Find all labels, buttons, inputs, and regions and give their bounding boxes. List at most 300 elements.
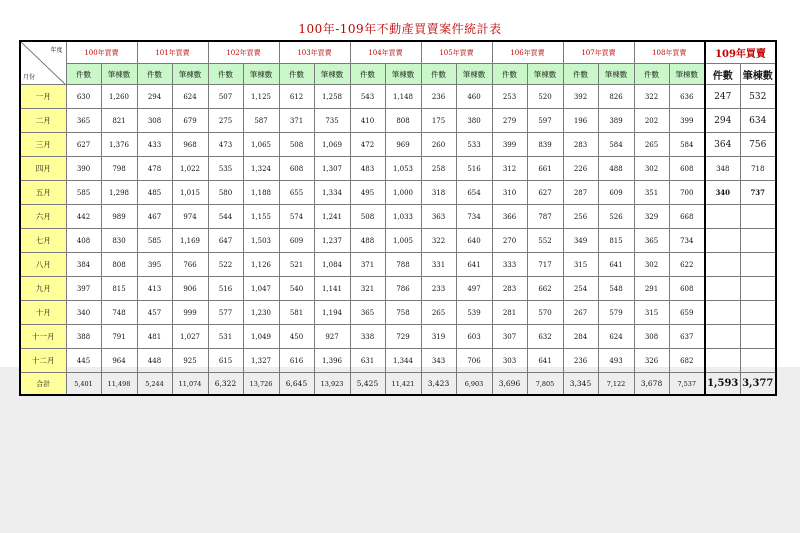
buildings-column-header: 筆棟數 xyxy=(101,64,137,85)
data-cell: 587 xyxy=(243,109,279,133)
cases-column-header: 件數 xyxy=(563,64,598,85)
data-cell: 371 xyxy=(279,109,314,133)
total-cell: 3,678 xyxy=(634,373,669,396)
total-cell: 13,726 xyxy=(243,373,279,396)
data-cell: 1,260 xyxy=(101,85,137,109)
data-cell: 787 xyxy=(527,205,563,229)
data-cell: 641 xyxy=(456,253,492,277)
data-cell: 1,169 xyxy=(172,229,208,253)
page-title: 100年-109年不動產買賣案件統計表 xyxy=(298,22,502,36)
data-cell: 577 xyxy=(208,301,243,325)
data-cell: 735 xyxy=(314,109,350,133)
data-cell: 815 xyxy=(101,277,137,301)
data-cell: 256 xyxy=(563,205,598,229)
data-cell: 366 xyxy=(492,205,527,229)
data-cell: 450 xyxy=(279,325,314,349)
data-cell: 1,065 xyxy=(243,133,279,157)
data-cell: 397 xyxy=(66,277,101,301)
data-cell: 531 xyxy=(208,325,243,349)
data-cell: 1,126 xyxy=(243,253,279,277)
month-label: 三月 xyxy=(20,133,66,157)
data-cell: 662 xyxy=(527,277,563,301)
data-cell: 291 xyxy=(634,277,669,301)
data-cell: 539 xyxy=(456,301,492,325)
table-row xyxy=(20,85,776,109)
data-cell: 640 xyxy=(456,229,492,253)
month-label: 七月 xyxy=(20,229,66,253)
data-cell: 612 xyxy=(279,85,314,109)
table-row xyxy=(20,325,776,349)
data-cell: 522 xyxy=(208,253,243,277)
data-cell xyxy=(740,301,776,325)
data-cell: 585 xyxy=(137,229,172,253)
buildings-column-header: 筆棟數 xyxy=(740,64,776,85)
data-cell: 294 xyxy=(137,85,172,109)
total-cell: 1,593 xyxy=(705,373,740,396)
data-cell: 1,188 xyxy=(243,181,279,205)
month-label: 四月 xyxy=(20,157,66,181)
data-cell: 312 xyxy=(492,157,527,181)
data-cell: 668 xyxy=(669,205,705,229)
data-cell: 706 xyxy=(456,349,492,373)
data-cell: 413 xyxy=(137,277,172,301)
table-row xyxy=(20,181,776,205)
corner-month-label: 月份 xyxy=(23,74,36,81)
data-cell: 636 xyxy=(669,85,705,109)
data-cell: 1,069 xyxy=(314,133,350,157)
data-cell: 585 xyxy=(66,181,101,205)
data-cell: 641 xyxy=(527,349,563,373)
data-cell: 467 xyxy=(137,205,172,229)
data-cell: 734 xyxy=(456,205,492,229)
total-cell: 3,377 xyxy=(740,373,776,396)
data-cell xyxy=(740,229,776,253)
data-cell: 1,503 xyxy=(243,229,279,253)
data-cell: 659 xyxy=(669,301,705,325)
cases-column-header: 件數 xyxy=(279,64,314,85)
data-cell: 270 xyxy=(492,229,527,253)
data-cell: 481 xyxy=(137,325,172,349)
table-row xyxy=(20,349,776,373)
data-cell: 260 xyxy=(421,133,456,157)
data-cell: 365 xyxy=(634,229,669,253)
data-cell: 322 xyxy=(634,85,669,109)
data-cell: 1,047 xyxy=(243,277,279,301)
data-cell: 766 xyxy=(172,253,208,277)
data-cell: 1,376 xyxy=(101,133,137,157)
data-cell: 543 xyxy=(350,85,385,109)
data-cell: 483 xyxy=(350,157,385,181)
data-cell: 1,327 xyxy=(243,349,279,373)
data-cell: 196 xyxy=(563,109,598,133)
table-row xyxy=(20,157,776,181)
data-cell: 989 xyxy=(101,205,137,229)
data-cell: 729 xyxy=(385,325,421,349)
data-cell: 448 xyxy=(137,349,172,373)
data-cell: 808 xyxy=(101,253,137,277)
data-cell xyxy=(740,349,776,373)
data-cell: 284 xyxy=(563,325,598,349)
data-cell: 1,298 xyxy=(101,181,137,205)
data-cell: 1,022 xyxy=(172,157,208,181)
data-cell: 516 xyxy=(208,277,243,301)
data-cell: 254 xyxy=(563,277,598,301)
data-cell: 1,027 xyxy=(172,325,208,349)
data-cell: 302 xyxy=(634,253,669,277)
data-cell: 1,053 xyxy=(385,157,421,181)
data-cell: 279 xyxy=(492,109,527,133)
data-cell: 637 xyxy=(669,325,705,349)
data-cell: 442 xyxy=(66,205,101,229)
cases-column-header: 件數 xyxy=(421,64,456,85)
total-cell: 5,401 xyxy=(66,373,101,396)
data-cell: 815 xyxy=(598,229,634,253)
corner-header-cell xyxy=(20,41,66,85)
data-cell: 1,049 xyxy=(243,325,279,349)
total-cell: 5,425 xyxy=(350,373,385,396)
data-cell: 488 xyxy=(598,157,634,181)
data-cell: 581 xyxy=(279,301,314,325)
data-cell: 574 xyxy=(279,205,314,229)
data-cell xyxy=(740,205,776,229)
data-cell: 968 xyxy=(172,133,208,157)
data-cell: 1,396 xyxy=(314,349,350,373)
data-cell: 661 xyxy=(527,157,563,181)
table-row xyxy=(20,229,776,253)
cases-column-header: 件數 xyxy=(208,64,243,85)
data-cell: 226 xyxy=(563,157,598,181)
data-cell: 609 xyxy=(598,181,634,205)
cases-column-header: 件數 xyxy=(492,64,527,85)
data-cell: 508 xyxy=(279,133,314,157)
data-cell: 308 xyxy=(137,109,172,133)
data-cell: 758 xyxy=(385,301,421,325)
data-cell: 1,237 xyxy=(314,229,350,253)
data-cell: 321 xyxy=(350,277,385,301)
data-cell: 265 xyxy=(634,133,669,157)
data-cell: 445 xyxy=(66,349,101,373)
data-cell: 641 xyxy=(598,253,634,277)
statistics-table xyxy=(19,40,777,396)
year-header-105: 105年買賣 xyxy=(421,41,492,64)
month-label: 六月 xyxy=(20,205,66,229)
data-cell: 478 xyxy=(137,157,172,181)
data-cell: 283 xyxy=(563,133,598,157)
data-cell: 433 xyxy=(137,133,172,157)
data-cell: 389 xyxy=(598,109,634,133)
data-cell: 608 xyxy=(669,277,705,301)
data-cell: 584 xyxy=(669,133,705,157)
data-cell: 584 xyxy=(598,133,634,157)
data-cell: 319 xyxy=(421,325,456,349)
data-cell: 821 xyxy=(101,109,137,133)
data-cell: 647 xyxy=(208,229,243,253)
total-cell: 6,645 xyxy=(279,373,314,396)
total-cell: 5,244 xyxy=(137,373,172,396)
data-cell: 597 xyxy=(527,109,563,133)
data-cell: 351 xyxy=(634,181,669,205)
year-header-108: 108年買賣 xyxy=(634,41,705,64)
year-header-101: 101年買賣 xyxy=(137,41,208,64)
data-cell: 508 xyxy=(350,205,385,229)
data-cell: 1,141 xyxy=(314,277,350,301)
data-cell: 315 xyxy=(563,253,598,277)
data-cell: 236 xyxy=(563,349,598,373)
data-cell xyxy=(740,277,776,301)
data-cell: 521 xyxy=(279,253,314,277)
data-cell: 627 xyxy=(527,181,563,205)
data-cell: 748 xyxy=(101,301,137,325)
month-label: 九月 xyxy=(20,277,66,301)
buildings-column-header: 筆棟數 xyxy=(243,64,279,85)
data-cell: 624 xyxy=(598,325,634,349)
data-cell: 392 xyxy=(563,85,598,109)
data-cell: 233 xyxy=(421,277,456,301)
data-cell: 310 xyxy=(492,181,527,205)
data-cell: 718 xyxy=(740,157,776,181)
data-cell xyxy=(740,325,776,349)
table-row xyxy=(20,133,776,157)
data-cell: 964 xyxy=(101,349,137,373)
data-cell: 258 xyxy=(421,157,456,181)
data-cell: 603 xyxy=(456,325,492,349)
year-header-100: 100年買賣 xyxy=(66,41,137,64)
data-cell: 532 xyxy=(740,85,776,109)
data-cell: 839 xyxy=(527,133,563,157)
data-cell: 267 xyxy=(563,301,598,325)
data-cell: 615 xyxy=(208,349,243,373)
month-label: 二月 xyxy=(20,109,66,133)
data-cell: 333 xyxy=(492,253,527,277)
data-cell: 497 xyxy=(456,277,492,301)
data-cell: 826 xyxy=(598,85,634,109)
data-cell: 533 xyxy=(456,133,492,157)
year-header-104: 104年買賣 xyxy=(350,41,421,64)
data-cell: 399 xyxy=(669,109,705,133)
data-cell: 634 xyxy=(740,109,776,133)
subheader-row xyxy=(20,64,776,85)
data-cell: 294 xyxy=(705,109,740,133)
data-cell: 1,307 xyxy=(314,157,350,181)
data-cell: 340 xyxy=(705,181,740,205)
data-cell: 507 xyxy=(208,85,243,109)
data-cell: 1,194 xyxy=(314,301,350,325)
data-cell: 247 xyxy=(705,85,740,109)
data-cell: 734 xyxy=(669,229,705,253)
data-cell: 1,241 xyxy=(314,205,350,229)
data-cell: 380 xyxy=(456,109,492,133)
data-cell: 974 xyxy=(172,205,208,229)
data-cell: 1,015 xyxy=(172,181,208,205)
data-cell: 1,084 xyxy=(314,253,350,277)
data-cell: 830 xyxy=(101,229,137,253)
data-cell: 655 xyxy=(279,181,314,205)
total-cell: 6,903 xyxy=(456,373,492,396)
data-cell: 493 xyxy=(598,349,634,373)
data-cell: 281 xyxy=(492,301,527,325)
total-cell: 3,423 xyxy=(421,373,456,396)
buildings-column-header: 筆棟數 xyxy=(314,64,350,85)
data-cell: 969 xyxy=(385,133,421,157)
data-cell: 315 xyxy=(634,301,669,325)
data-cell: 526 xyxy=(598,205,634,229)
data-cell: 343 xyxy=(421,349,456,373)
data-cell xyxy=(705,253,740,277)
data-cell xyxy=(705,229,740,253)
data-cell: 318 xyxy=(421,181,456,205)
data-cell: 253 xyxy=(492,85,527,109)
data-cell: 408 xyxy=(66,229,101,253)
data-cell: 331 xyxy=(421,253,456,277)
data-cell: 788 xyxy=(385,253,421,277)
data-cell: 236 xyxy=(421,85,456,109)
data-cell: 363 xyxy=(421,205,456,229)
data-cell: 808 xyxy=(385,109,421,133)
total-cell: 3,345 xyxy=(563,373,598,396)
data-cell: 384 xyxy=(66,253,101,277)
data-cell: 495 xyxy=(350,181,385,205)
data-cell: 756 xyxy=(740,133,776,157)
data-cell: 1,258 xyxy=(314,85,350,109)
data-cell: 399 xyxy=(492,133,527,157)
data-cell: 265 xyxy=(421,301,456,325)
data-cell: 791 xyxy=(101,325,137,349)
data-cell: 535 xyxy=(208,157,243,181)
total-label: 合計 xyxy=(20,373,66,396)
data-cell: 390 xyxy=(66,157,101,181)
data-cell: 552 xyxy=(527,229,563,253)
data-cell: 287 xyxy=(563,181,598,205)
data-cell: 364 xyxy=(705,133,740,157)
data-cell: 1,344 xyxy=(385,349,421,373)
data-cell: 322 xyxy=(421,229,456,253)
data-cell: 485 xyxy=(137,181,172,205)
total-row xyxy=(20,373,776,396)
data-cell: 631 xyxy=(350,349,385,373)
data-cell: 349 xyxy=(563,229,598,253)
data-cell: 1,324 xyxy=(243,157,279,181)
data-cell: 927 xyxy=(314,325,350,349)
table-row xyxy=(20,109,776,133)
data-cell: 682 xyxy=(669,349,705,373)
data-cell: 540 xyxy=(279,277,314,301)
month-label: 十二月 xyxy=(20,349,66,373)
data-cell: 624 xyxy=(172,85,208,109)
data-cell: 1,334 xyxy=(314,181,350,205)
corner-year-label: 年度 xyxy=(50,47,63,54)
data-cell: 410 xyxy=(350,109,385,133)
month-label: 五月 xyxy=(20,181,66,205)
year-header-102: 102年買賣 xyxy=(208,41,279,64)
data-cell: 283 xyxy=(492,277,527,301)
data-cell: 348 xyxy=(705,157,740,181)
data-cell: 1,125 xyxy=(243,85,279,109)
cases-column-header: 件數 xyxy=(634,64,669,85)
year-header-106: 106年買賣 xyxy=(492,41,563,64)
data-cell: 202 xyxy=(634,109,669,133)
buildings-column-header: 筆棟數 xyxy=(669,64,705,85)
data-cell: 632 xyxy=(527,325,563,349)
total-cell: 3,696 xyxy=(492,373,527,396)
data-cell: 1,005 xyxy=(385,229,421,253)
data-cell: 700 xyxy=(669,181,705,205)
data-cell xyxy=(705,277,740,301)
total-cell: 6,322 xyxy=(208,373,243,396)
total-cell: 7,122 xyxy=(598,373,634,396)
data-cell xyxy=(705,205,740,229)
data-cell: 371 xyxy=(350,253,385,277)
data-cell: 275 xyxy=(208,109,243,133)
table-row xyxy=(20,301,776,325)
data-cell: 308 xyxy=(634,325,669,349)
buildings-column-header: 筆棟數 xyxy=(527,64,563,85)
data-cell: 737 xyxy=(740,181,776,205)
cases-column-header: 件數 xyxy=(350,64,385,85)
data-cell: 544 xyxy=(208,205,243,229)
data-cell: 999 xyxy=(172,301,208,325)
year-header-103: 103年買賣 xyxy=(279,41,350,64)
data-cell xyxy=(705,301,740,325)
data-cell: 303 xyxy=(492,349,527,373)
buildings-column-header: 筆棟數 xyxy=(598,64,634,85)
buildings-column-header: 筆棟數 xyxy=(456,64,492,85)
data-cell: 609 xyxy=(279,229,314,253)
data-cell: 608 xyxy=(669,157,705,181)
data-cell: 679 xyxy=(172,109,208,133)
data-cell: 488 xyxy=(350,229,385,253)
data-cell: 622 xyxy=(669,253,705,277)
total-cell: 13,923 xyxy=(314,373,350,396)
buildings-column-header: 筆棟數 xyxy=(385,64,421,85)
month-label: 八月 xyxy=(20,253,66,277)
data-cell: 608 xyxy=(279,157,314,181)
cases-column-header: 件數 xyxy=(137,64,172,85)
data-cell: 472 xyxy=(350,133,385,157)
data-cell: 395 xyxy=(137,253,172,277)
data-cell: 516 xyxy=(456,157,492,181)
table-row xyxy=(20,277,776,301)
total-cell: 11,074 xyxy=(172,373,208,396)
data-cell: 717 xyxy=(527,253,563,277)
cases-column-header: 件數 xyxy=(66,64,101,85)
data-cell: 570 xyxy=(527,301,563,325)
data-cell xyxy=(740,253,776,277)
data-cell: 1,230 xyxy=(243,301,279,325)
month-label: 十月 xyxy=(20,301,66,325)
data-cell: 329 xyxy=(634,205,669,229)
data-cell: 1,155 xyxy=(243,205,279,229)
data-cell: 654 xyxy=(456,181,492,205)
table-row xyxy=(20,253,776,277)
data-cell: 340 xyxy=(66,301,101,325)
data-cell: 786 xyxy=(385,277,421,301)
year-header-109: 109年買賣 xyxy=(705,41,776,64)
total-cell: 7,805 xyxy=(527,373,563,396)
data-cell: 473 xyxy=(208,133,243,157)
data-cell: 630 xyxy=(66,85,101,109)
data-cell: 365 xyxy=(66,109,101,133)
cases-column-header: 件數 xyxy=(705,64,740,85)
data-cell: 627 xyxy=(66,133,101,157)
total-cell: 11,421 xyxy=(385,373,421,396)
buildings-column-header: 筆棟數 xyxy=(172,64,208,85)
data-cell: 616 xyxy=(279,349,314,373)
data-cell: 365 xyxy=(350,301,385,325)
data-cell xyxy=(705,325,740,349)
year-header-107: 107年買賣 xyxy=(563,41,634,64)
data-cell: 302 xyxy=(634,157,669,181)
month-label: 一月 xyxy=(20,85,66,109)
